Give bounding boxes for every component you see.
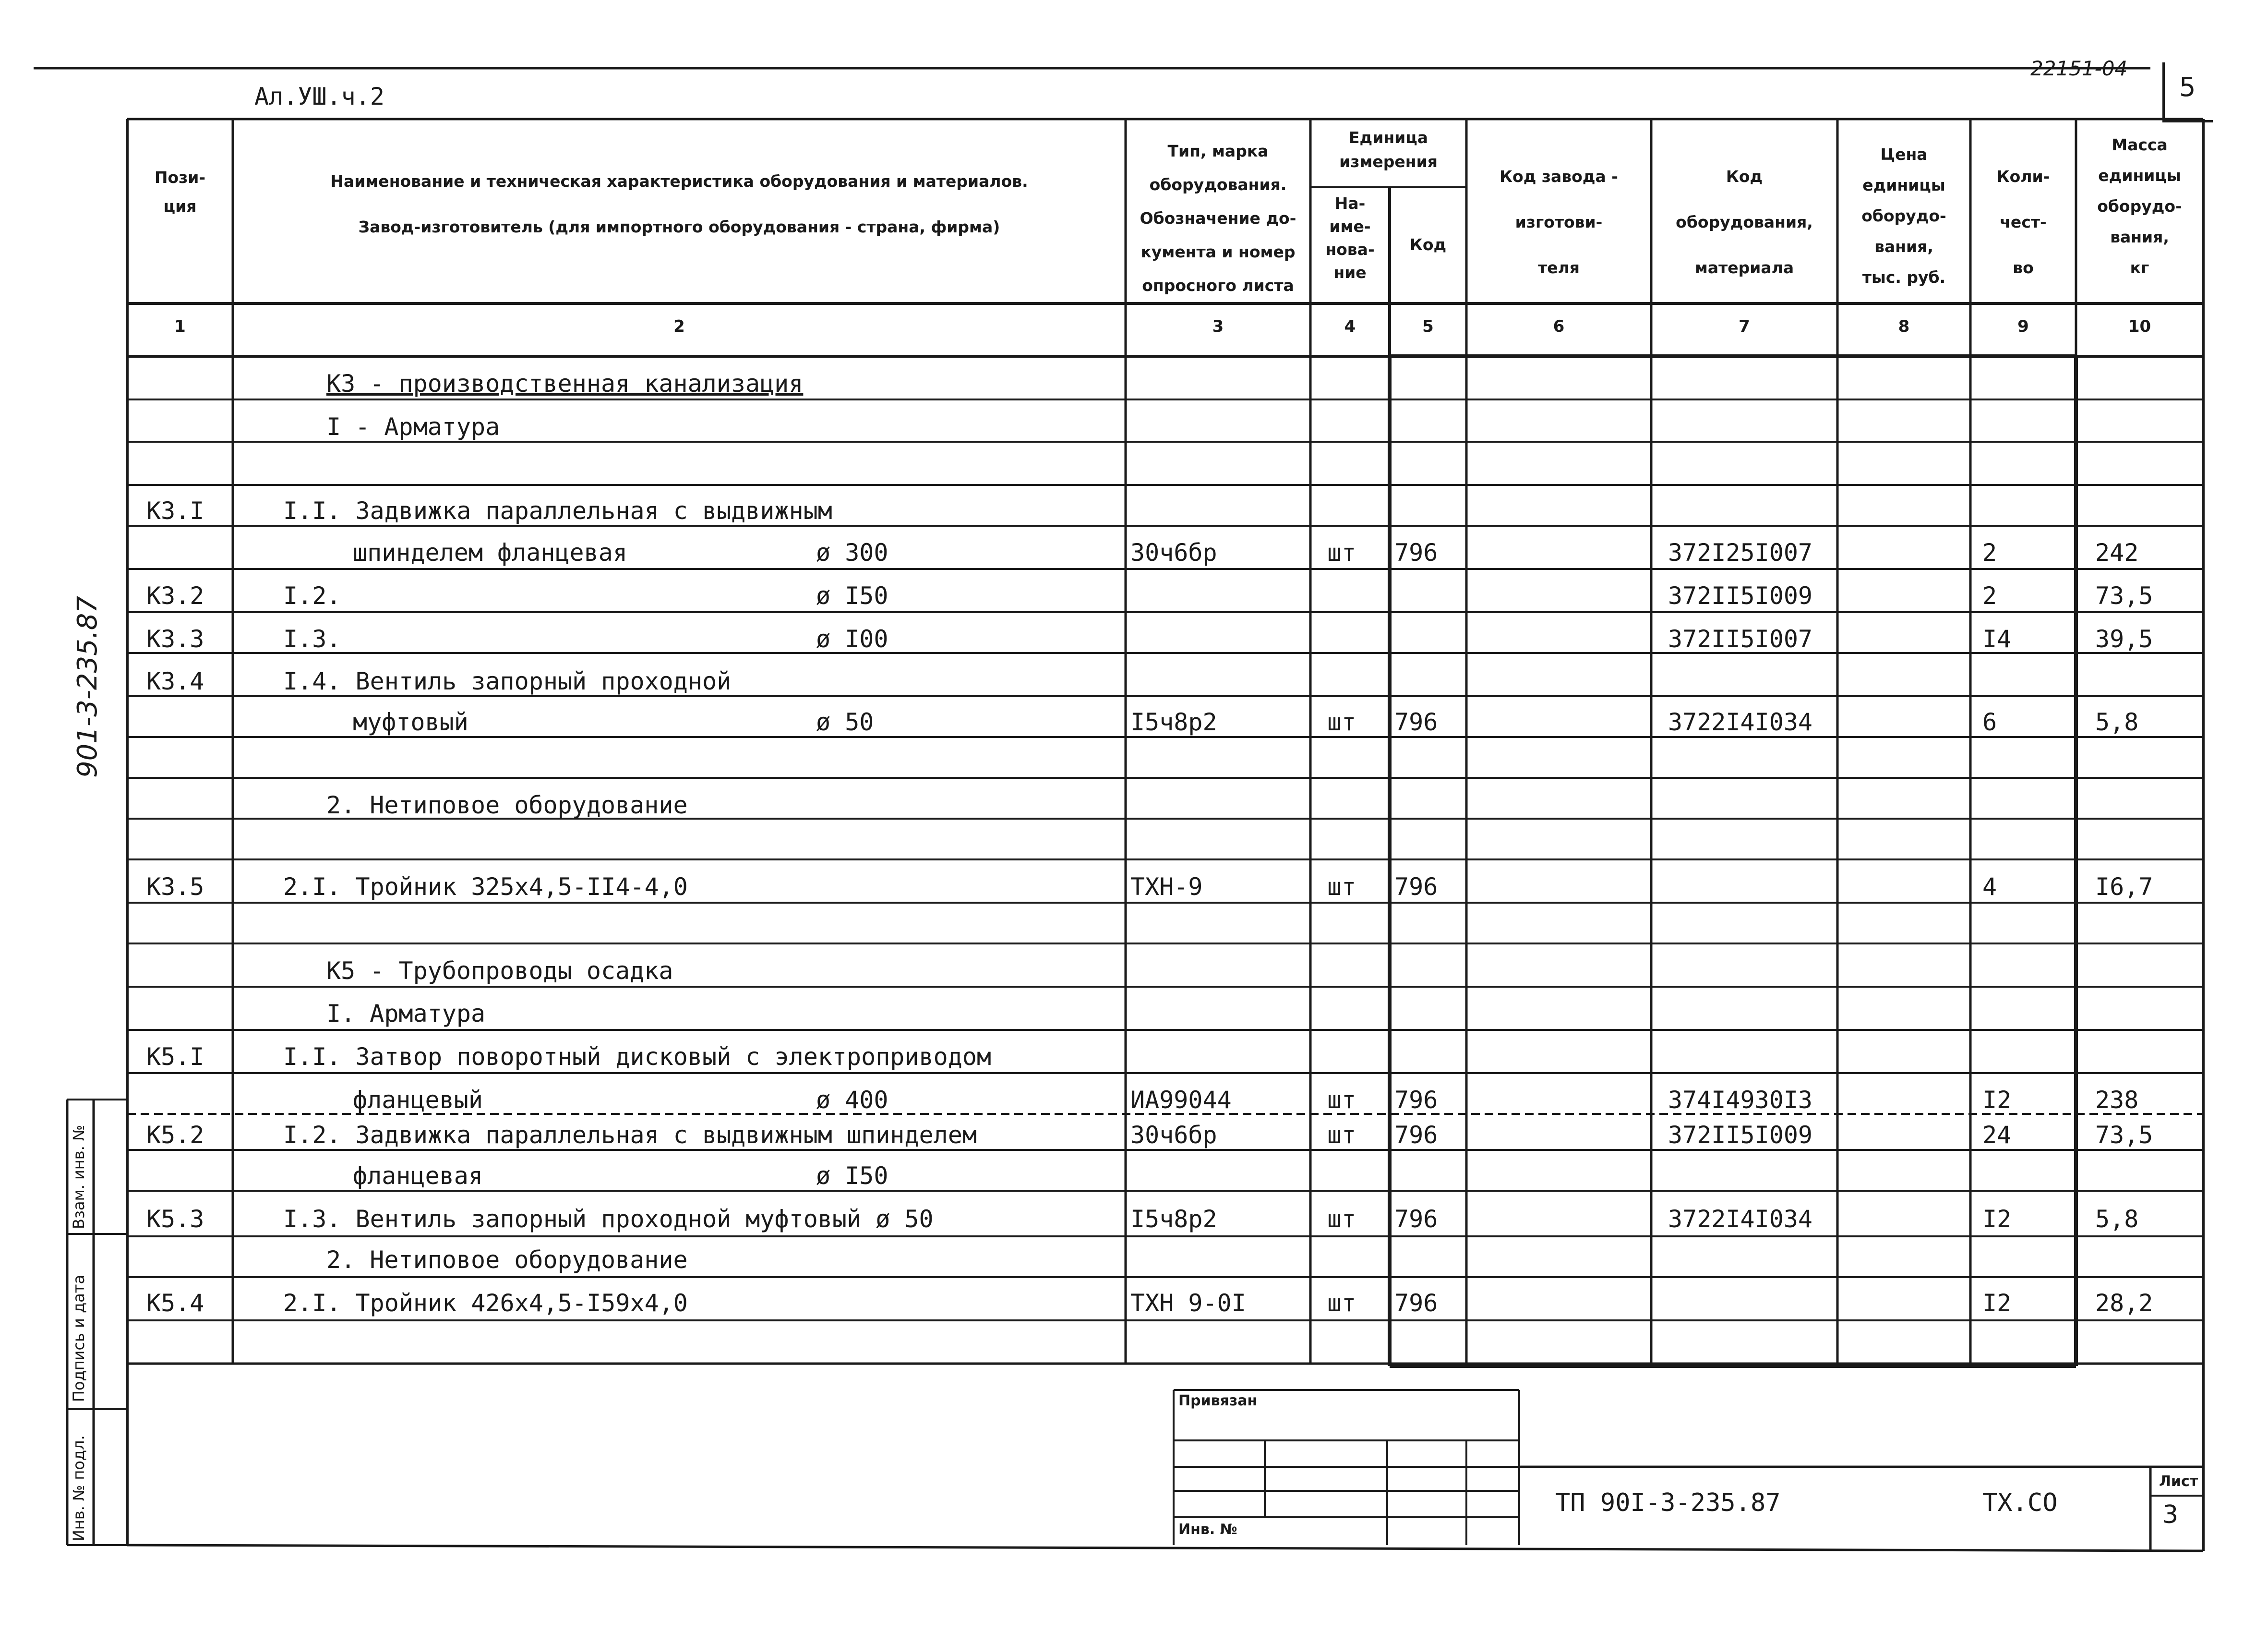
cell-unit: шт [1327,1086,1356,1114]
title-doc-code: ТП 90I-3-235.87 [1555,1488,1781,1517]
cell-position: КЗ.5 [146,873,204,901]
cell-unit-code: 796 [1394,1205,1438,1233]
cell-equipment-code: 3722I4I034 [1668,708,1813,736]
col-header-quantity: Коли- чест- во [1996,167,2050,277]
cell-mass: I6,7 [2095,873,2153,901]
cell-quantity: 4 [1982,873,1997,901]
cell-name: К5 - Трубопроводы осадка [326,957,673,985]
col-header-unit-name: На- име- нова- ние [1325,194,1375,282]
title-sheet-label: Лист [2159,1473,2198,1490]
cell-equipment-code: 372II5I009 [1668,582,1813,610]
cell-unit-code: 796 [1394,1289,1438,1317]
cell-quantity: 2 [1982,539,1997,567]
cell-name: 2. Нетиповое оборудование [326,1246,688,1274]
cell-type: ТХН-9 [1130,873,1203,901]
cell-position: КЗ.2 [146,582,204,610]
cell-diameter: ø 300 [816,539,888,567]
cell-diameter: ø 400 [816,1086,888,1114]
col-header-type: Тип, марка оборудования. Обозначение до- кумента и номер опросного листа [1140,142,1296,295]
cell-quantity: I2 [1982,1205,2012,1233]
cell-unit: шт [1327,1121,1356,1149]
title-sheet-number: 3 [2162,1500,2179,1529]
col-number: 6 [1553,317,1565,336]
cell-quantity: I2 [1982,1086,2012,1114]
cell-name: муфтовый [353,708,468,736]
cell-name: фланцевый [353,1086,483,1114]
stamp-number: 22151-04 [2030,57,2128,80]
cell-position: КЗ.3 [146,625,204,653]
cell-type: ТХН 9-0I [1130,1289,1246,1317]
cell-name: I.2. Задвижка параллельная с выдвижным шпинделем [283,1121,977,1149]
side-stamp-podpis: Подпись и дата [70,1274,88,1402]
cell-equipment-code: 3722I4I034 [1668,1205,1813,1233]
cell-unit: шт [1327,1205,1356,1233]
cell-unit-code: 796 [1394,539,1438,567]
cell-position: К5.I [146,1043,204,1071]
cell-name: фланцевая [353,1162,483,1190]
cell-unit: шт [1327,539,1356,567]
cell-quantity: I2 [1982,1289,2012,1317]
col-header-unit: Единица измерения [1339,128,1438,171]
cell-quantity: I4 [1982,625,2012,653]
cell-type: 30ч6бр [1130,539,1217,567]
cell-name: I.3. Вентиль запорный проходной муфтовый ø 50 [283,1205,934,1233]
title-privyazan: Привязан [1178,1392,1258,1409]
cell-mass: 73,5 [2095,582,2153,610]
cell-name: 2. Нетиповое оборудование [326,791,688,819]
cell-name: I.4. Вентиль запорный проходной [283,667,732,695]
title-inv-no: Инв. № [1178,1521,1237,1538]
cell-position: КЗ.4 [146,667,204,695]
cell-mass: 28,2 [2095,1289,2153,1317]
cell-quantity: 6 [1982,708,1997,736]
col-header-mass: Масса единицы оборудо- вания, кг [2097,135,2182,277]
cell-mass: 39,5 [2095,625,2153,653]
cell-position: КЗ.I [146,497,204,525]
cell-name: 2.I. Тройник 325х4,5-II4-4,0 [283,873,688,901]
cell-position: К5.2 [146,1121,204,1149]
col-header-position: Пози- ция [154,168,206,216]
cell-type: 30ч6бр [1130,1121,1217,1149]
col-number: 7 [1739,317,1750,336]
cell-type: ИА99044 [1130,1086,1232,1114]
album-label: Ал.УШ.ч.2 [254,83,384,110]
cell-unit-code: 796 [1394,1121,1438,1149]
cell-diameter: ø 50 [816,708,874,736]
col-number: 10 [2128,317,2151,336]
cell-name: I. Арматура [326,1000,486,1028]
cell-diameter: ø I50 [816,1162,888,1190]
cell-quantity: 2 [1982,582,1997,610]
col-header-factory-code: Код завода - изготови- теля [1500,167,1618,277]
col-number: 9 [2017,317,2029,336]
cell-mass: 73,5 [2095,1121,2153,1149]
cell-mass: 5,8 [2095,1205,2139,1233]
title-mark: ТХ.СО [1982,1488,2058,1517]
cell-diameter: ø I50 [816,582,888,610]
side-stamp-vzam: Взам. инв. № [70,1124,88,1229]
cell-name: I.2. [283,582,341,610]
side-code: 901-3-235.87 [72,596,103,778]
col-number: 5 [1422,317,1434,336]
cell-diameter: ø I00 [816,625,888,653]
cell-equipment-code: 374I4930I3 [1668,1086,1813,1114]
cell-mass: 5,8 [2095,708,2139,736]
cell-position: К5.4 [146,1289,204,1317]
cell-name: I - Арматура [326,413,500,441]
col-number: 1 [174,317,186,336]
cell-unit-code: 796 [1394,708,1438,736]
col-header-name: Наименование и техническая характеристика оборудования и материалов. Завод-изготовитель (для импортного оборудования - страна, фирма) [330,172,1028,236]
cell-name: I.I. Задвижка параллельная с выдвижным [283,497,832,525]
col-header-equipment-code: Код оборудования, материала [1676,167,1813,277]
cell-position: К5.3 [146,1205,204,1233]
cell-name: КЗ - производственная канализация [326,370,804,398]
cell-name: 2.I. Тройник 426х4,5-I59х4,0 [283,1289,688,1317]
cell-name: I.3. [283,625,341,653]
cell-equipment-code: 372I25I007 [1668,539,1813,567]
col-header-price: Цена единицы оборудо- вания, тыс. руб. [1861,145,1946,287]
cell-unit: шт [1327,708,1356,736]
cell-type: I5ч8р2 [1130,1205,1217,1233]
page-number: 5 [2179,72,2196,102]
cell-unit: шт [1327,1289,1356,1317]
cell-equipment-code: 372II5I009 [1668,1121,1813,1149]
cell-unit-code: 796 [1394,873,1438,901]
col-number: 3 [1212,317,1224,336]
cell-mass: 242 [2095,539,2139,567]
cell-mass: 238 [2095,1086,2139,1114]
side-stamp-inv: Инв. № подл. [70,1435,88,1541]
col-number: 8 [1898,317,1910,336]
cell-equipment-code: 372II5I007 [1668,625,1813,653]
col-number: 4 [1344,317,1356,336]
cell-unit: шт [1327,873,1356,901]
col-number: 2 [673,317,685,336]
cell-name: шпинделем фланцевая [353,539,627,567]
cell-unit-code: 796 [1394,1086,1438,1114]
cell-quantity: 24 [1982,1121,2012,1149]
cell-name: I.I. Затвор поворотный дисковый с электроприводом [283,1043,992,1071]
cell-type: I5ч8р2 [1130,708,1217,736]
col-header-unit-code: Код [1409,235,1447,254]
